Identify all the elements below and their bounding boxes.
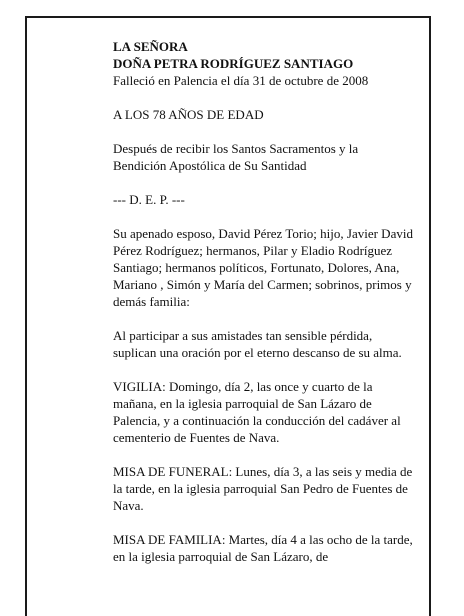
death-line: Falleció en Palencia el día 31 de octubre de 2008: [113, 73, 369, 88]
vigil-paragraph: VIGILIA: Domingo, día 2, las once y cuarto de la mañana, en la iglesia parroquial de San Lázaro de Palencia, y a continuación la conducción del cadáver al cementerio de Fuentes de Nava.: [113, 379, 401, 445]
rip-line: --- D. E. P. ---: [113, 192, 185, 207]
age-line: A LOS 78 AÑOS DE EDAD: [113, 107, 264, 122]
sacraments-paragraph: Después de recibir los Santos Sacramentos y la Bendición Apostólica de Su Santidad: [113, 141, 359, 173]
funeral-mass-paragraph: MISA DE FUNERAL: Lunes, día 3, a las seis y media de la tarde, en la iglesia parroquial San Pedro de Fuentes de Nava.: [113, 464, 413, 513]
notice-title-line1: LA SEÑORA: [113, 39, 188, 54]
obituary-notice: [113, 38, 413, 565]
notice-title-line2: DOÑA PETRA RODRÍGUEZ SANTIAGO: [113, 56, 354, 71]
request-paragraph: Al participar a sus amistades tan sensible pérdida, suplican una oración por el eterno descanso de su alma.: [113, 328, 402, 360]
family-mass-paragraph: MISA DE FAMILIA: Martes, día 4 a las ocho de la tarde, en la iglesia parroquial de San Lázaro, de: [113, 532, 413, 564]
family-paragraph: Su apenado esposo, David Pérez Torio; hijo, Javier David Pérez Rodríguez; hermanos, Pilar y Eladio Rodríguez Santiago; hermanos políticos, Fortunato, Dolores, Ana, Mariano , Simón y María del Carmen; sobrinos, primos y demás familia:: [113, 226, 413, 309]
